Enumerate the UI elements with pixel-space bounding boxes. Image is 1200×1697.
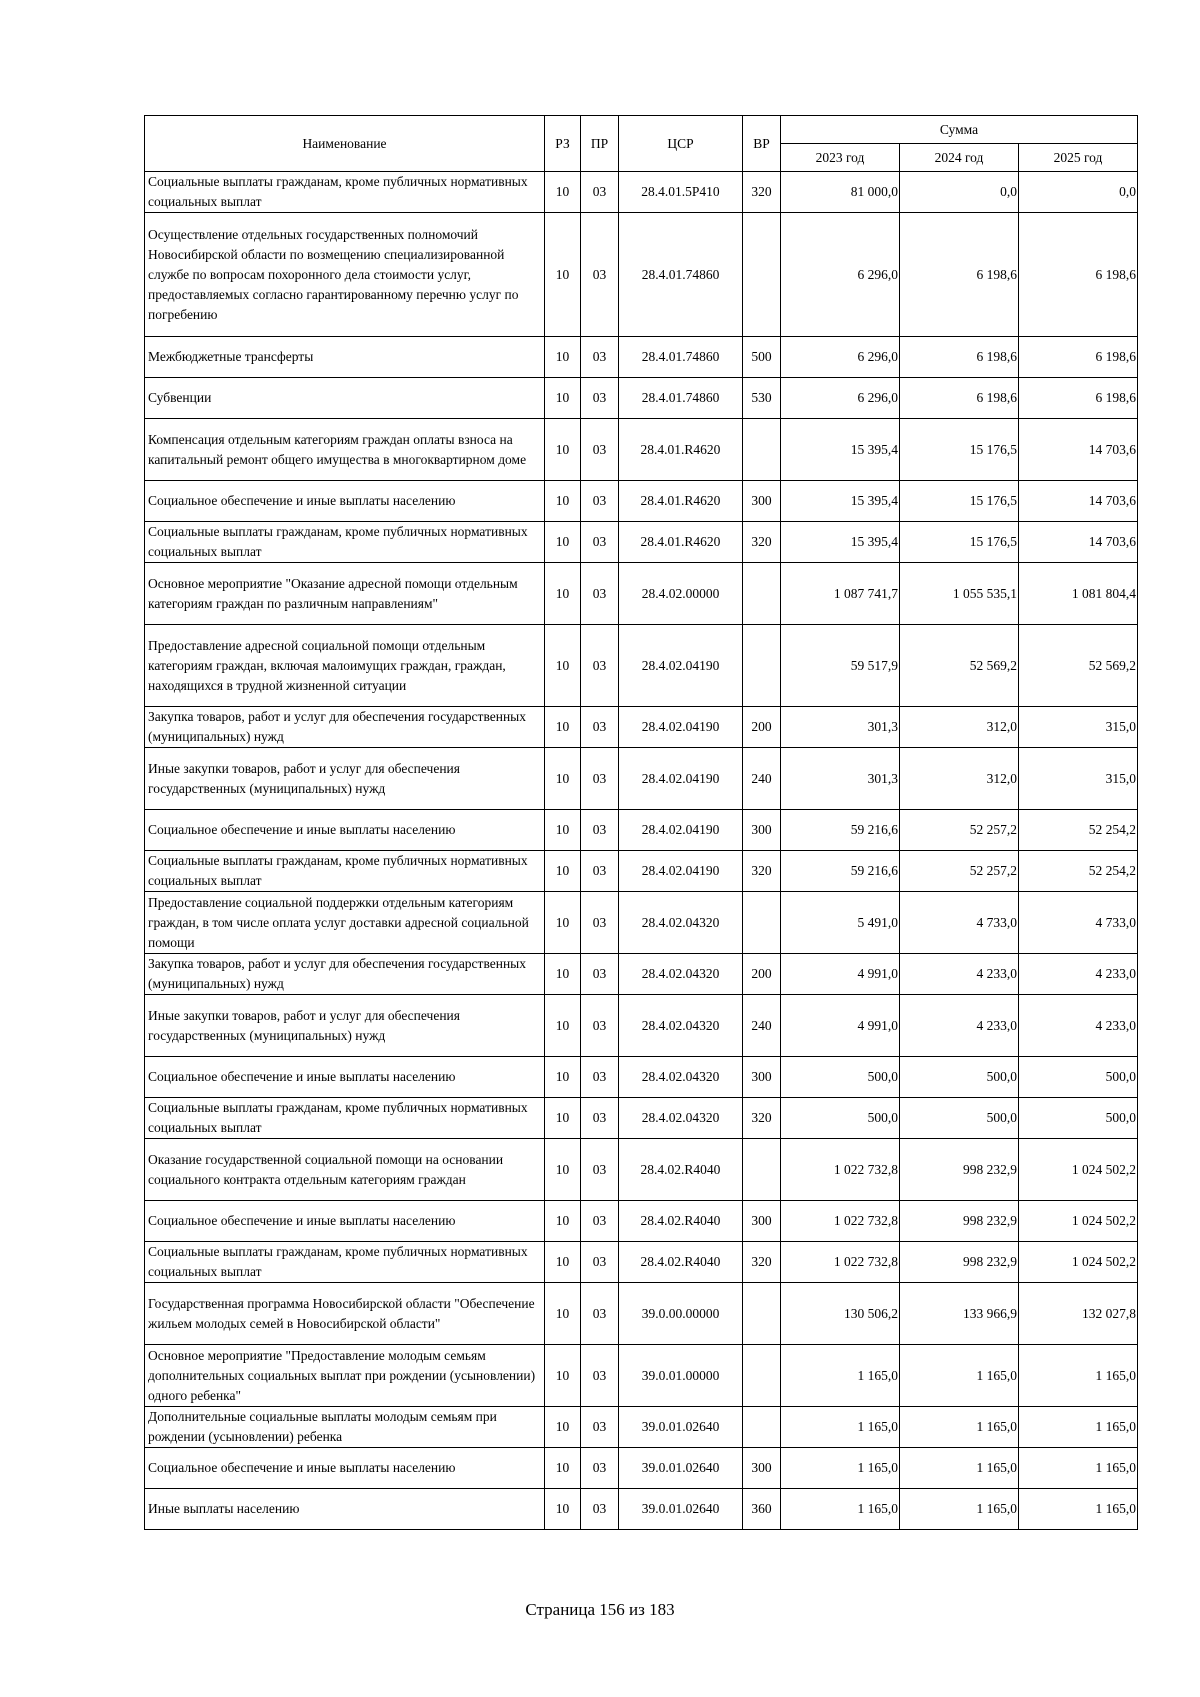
cell-csr: 28.4.02.04190 [619, 625, 743, 707]
cell-2023: 6 296,0 [781, 337, 900, 378]
cell-2025: 500,0 [1019, 1098, 1138, 1139]
cell-2023: 5 491,0 [781, 892, 900, 954]
header-name: Наименование [145, 116, 545, 172]
cell-csr: 28.4.02.00000 [619, 563, 743, 625]
table-row [145, 1345, 1138, 1407]
cell-2024: 998 232,9 [900, 1139, 1019, 1201]
cell-2025: 4 233,0 [1019, 995, 1138, 1057]
cell-vr [743, 625, 781, 707]
cell-csr: 28.4.02.04320 [619, 954, 743, 995]
cell-pr: 03 [581, 1345, 619, 1407]
cell-rz: 10 [545, 995, 581, 1057]
cell-csr: 28.4.02.R4040 [619, 1201, 743, 1242]
header-csr: ЦСР [619, 116, 743, 172]
cell-vr: 300 [743, 1057, 781, 1098]
header-rz: РЗ [545, 116, 581, 172]
cell-vr: 240 [743, 995, 781, 1057]
cell-name: Социальное обеспечение и иные выплаты населению [145, 481, 545, 522]
cell-2024: 15 176,5 [900, 419, 1019, 481]
cell-rz: 10 [545, 892, 581, 954]
cell-2023: 1 022 732,8 [781, 1201, 900, 1242]
cell-2023: 1 165,0 [781, 1345, 900, 1407]
cell-name: Социальное обеспечение и иные выплаты населению [145, 1201, 545, 1242]
cell-name: Социальные выплаты гражданам, кроме публичных нормативных социальных выплат [145, 1098, 545, 1139]
cell-name: Социальные выплаты гражданам, кроме публичных нормативных социальных выплат [145, 851, 545, 892]
cell-vr: 300 [743, 1201, 781, 1242]
cell-name: Основное мероприятие "Предоставление молодым семьям дополнительных социальных выплат при рождении (усыновлении) одного ребенка" [145, 1345, 545, 1407]
cell-2024: 500,0 [900, 1057, 1019, 1098]
cell-pr: 03 [581, 707, 619, 748]
cell-2025: 1 081 804,4 [1019, 563, 1138, 625]
cell-vr: 300 [743, 1448, 781, 1489]
cell-2023: 500,0 [781, 1057, 900, 1098]
cell-vr [743, 1345, 781, 1407]
cell-csr: 28.4.02.04320 [619, 995, 743, 1057]
cell-2024: 6 198,6 [900, 337, 1019, 378]
table-body [145, 172, 1138, 1530]
cell-name: Предоставление адресной социальной помощи отдельным категориям граждан, включая малоимущих граждан, граждан, находящихся в трудной жизненной ситуации [145, 625, 545, 707]
cell-csr: 28.4.02.R4040 [619, 1242, 743, 1283]
cell-pr: 03 [581, 1407, 619, 1448]
cell-rz: 10 [545, 172, 581, 213]
cell-name: Иные закупки товаров, работ и услуг для обеспечения государственных (муниципальных) нужд [145, 995, 545, 1057]
cell-vr: 320 [743, 172, 781, 213]
cell-name: Социальные выплаты гражданам, кроме публичных нормативных социальных выплат [145, 172, 545, 213]
cell-csr: 28.4.02.04190 [619, 810, 743, 851]
cell-vr: 360 [743, 1489, 781, 1530]
cell-pr: 03 [581, 1139, 619, 1201]
cell-csr: 39.0.00.00000 [619, 1283, 743, 1345]
cell-2025: 52 569,2 [1019, 625, 1138, 707]
cell-2023: 6 296,0 [781, 378, 900, 419]
cell-2025: 4 233,0 [1019, 954, 1138, 995]
cell-csr: 28.4.02.04190 [619, 707, 743, 748]
header-pr: ПР [581, 116, 619, 172]
cell-pr: 03 [581, 954, 619, 995]
cell-rz: 10 [545, 378, 581, 419]
cell-2024: 15 176,5 [900, 481, 1019, 522]
cell-2025: 14 703,6 [1019, 522, 1138, 563]
cell-2025: 315,0 [1019, 707, 1138, 748]
cell-2023: 1 087 741,7 [781, 563, 900, 625]
header-year-2023: 2023 год [781, 144, 900, 172]
cell-vr: 320 [743, 851, 781, 892]
cell-2023: 59 216,6 [781, 851, 900, 892]
cell-name: Межбюджетные трансферты [145, 337, 545, 378]
table-row [145, 1448, 1138, 1489]
cell-2023: 1 165,0 [781, 1407, 900, 1448]
cell-2025: 6 198,6 [1019, 337, 1138, 378]
cell-2024: 1 165,0 [900, 1345, 1019, 1407]
cell-rz: 10 [545, 1283, 581, 1345]
table-row [145, 1139, 1138, 1201]
cell-2023: 15 395,4 [781, 481, 900, 522]
table-row [145, 378, 1138, 419]
cell-csr: 28.4.02.04190 [619, 851, 743, 892]
cell-2025: 14 703,6 [1019, 481, 1138, 522]
cell-2025: 0,0 [1019, 172, 1138, 213]
cell-2025: 1 024 502,2 [1019, 1139, 1138, 1201]
cell-2024: 1 055 535,1 [900, 563, 1019, 625]
cell-vr: 500 [743, 337, 781, 378]
cell-2024: 4 733,0 [900, 892, 1019, 954]
cell-name: Дополнительные социальные выплаты молодым семьям при рождении (усыновлении) ребенка [145, 1407, 545, 1448]
cell-name: Социальное обеспечение и иные выплаты населению [145, 1448, 545, 1489]
cell-vr [743, 1407, 781, 1448]
cell-vr: 200 [743, 954, 781, 995]
cell-pr: 03 [581, 1242, 619, 1283]
table-row [145, 810, 1138, 851]
table-row [145, 1407, 1138, 1448]
cell-csr: 28.4.01.R4620 [619, 419, 743, 481]
cell-rz: 10 [545, 1098, 581, 1139]
cell-csr: 39.0.01.02640 [619, 1448, 743, 1489]
cell-2023: 6 296,0 [781, 213, 900, 337]
cell-2024: 52 569,2 [900, 625, 1019, 707]
page-number: Страница 156 из 183 [525, 1600, 675, 1619]
cell-pr: 03 [581, 481, 619, 522]
cell-pr: 03 [581, 172, 619, 213]
cell-2025: 4 733,0 [1019, 892, 1138, 954]
cell-pr: 03 [581, 1098, 619, 1139]
header-year-2025: 2025 год [1019, 144, 1138, 172]
cell-2024: 1 165,0 [900, 1448, 1019, 1489]
cell-csr: 28.4.02.04320 [619, 1098, 743, 1139]
cell-2025: 500,0 [1019, 1057, 1138, 1098]
cell-2025: 52 254,2 [1019, 810, 1138, 851]
cell-csr: 39.0.01.00000 [619, 1345, 743, 1407]
cell-pr: 03 [581, 1489, 619, 1530]
cell-vr [743, 419, 781, 481]
cell-name: Социальное обеспечение и иные выплаты населению [145, 810, 545, 851]
cell-pr: 03 [581, 213, 619, 337]
cell-2025: 6 198,6 [1019, 378, 1138, 419]
cell-vr [743, 213, 781, 337]
cell-rz: 10 [545, 851, 581, 892]
cell-rz: 10 [545, 1201, 581, 1242]
cell-rz: 10 [545, 1057, 581, 1098]
header-sum: Сумма [781, 116, 1138, 144]
cell-2025: 6 198,6 [1019, 213, 1138, 337]
table-row [145, 1489, 1138, 1530]
cell-2023: 301,3 [781, 748, 900, 810]
cell-2024: 6 198,6 [900, 378, 1019, 419]
cell-2024: 52 257,2 [900, 810, 1019, 851]
table-row [145, 995, 1138, 1057]
cell-2024: 998 232,9 [900, 1201, 1019, 1242]
cell-pr: 03 [581, 995, 619, 1057]
cell-2023: 1 165,0 [781, 1448, 900, 1489]
table-row [145, 481, 1138, 522]
cell-2025: 1 165,0 [1019, 1345, 1138, 1407]
cell-2025: 1 165,0 [1019, 1448, 1138, 1489]
cell-2023: 59 517,9 [781, 625, 900, 707]
cell-rz: 10 [545, 337, 581, 378]
cell-2024: 312,0 [900, 707, 1019, 748]
cell-vr: 320 [743, 522, 781, 563]
cell-rz: 10 [545, 563, 581, 625]
cell-2023: 1 022 732,8 [781, 1242, 900, 1283]
cell-2024: 4 233,0 [900, 954, 1019, 995]
cell-2023: 130 506,2 [781, 1283, 900, 1345]
cell-name: Социальные выплаты гражданам, кроме публичных нормативных социальных выплат [145, 1242, 545, 1283]
cell-2025: 52 254,2 [1019, 851, 1138, 892]
cell-2024: 6 198,6 [900, 213, 1019, 337]
cell-csr: 39.0.01.02640 [619, 1489, 743, 1530]
cell-rz: 10 [545, 707, 581, 748]
cell-csr: 28.4.02.R4040 [619, 1139, 743, 1201]
cell-2025: 1 024 502,2 [1019, 1242, 1138, 1283]
budget-table [144, 115, 1138, 1530]
cell-vr: 300 [743, 481, 781, 522]
cell-2024: 4 233,0 [900, 995, 1019, 1057]
cell-rz: 10 [545, 481, 581, 522]
cell-vr: 200 [743, 707, 781, 748]
header-year-2024: 2024 год [900, 144, 1019, 172]
cell-2024: 0,0 [900, 172, 1019, 213]
cell-name: Социальные выплаты гражданам, кроме публичных нормативных социальных выплат [145, 522, 545, 563]
cell-csr: 28.4.01.74860 [619, 337, 743, 378]
cell-csr: 28.4.01.74860 [619, 378, 743, 419]
cell-csr: 28.4.01.R4620 [619, 522, 743, 563]
table-row [145, 851, 1138, 892]
cell-vr: 530 [743, 378, 781, 419]
cell-name: Субвенции [145, 378, 545, 419]
cell-csr: 28.4.01.R4620 [619, 481, 743, 522]
cell-2023: 15 395,4 [781, 522, 900, 563]
cell-2023: 81 000,0 [781, 172, 900, 213]
table-row [145, 707, 1138, 748]
cell-pr: 03 [581, 810, 619, 851]
cell-name: Иные закупки товаров, работ и услуг для обеспечения государственных (муниципальных) нужд [145, 748, 545, 810]
cell-csr: 28.4.02.04320 [619, 1057, 743, 1098]
cell-pr: 03 [581, 378, 619, 419]
table-row [145, 419, 1138, 481]
cell-2024: 312,0 [900, 748, 1019, 810]
cell-2025: 315,0 [1019, 748, 1138, 810]
cell-name: Закупка товаров, работ и услуг для обеспечения государственных (муниципальных) нужд [145, 954, 545, 995]
cell-pr: 03 [581, 625, 619, 707]
table-row [145, 1057, 1138, 1098]
cell-vr: 320 [743, 1242, 781, 1283]
cell-vr: 320 [743, 1098, 781, 1139]
table-row [145, 1201, 1138, 1242]
cell-2025: 1 165,0 [1019, 1407, 1138, 1448]
cell-2023: 59 216,6 [781, 810, 900, 851]
cell-2024: 52 257,2 [900, 851, 1019, 892]
table-row [145, 748, 1138, 810]
cell-2025: 1 165,0 [1019, 1489, 1138, 1530]
cell-pr: 03 [581, 1283, 619, 1345]
table-row [145, 892, 1138, 954]
table-row [145, 563, 1138, 625]
cell-2024: 15 176,5 [900, 522, 1019, 563]
cell-name: Закупка товаров, работ и услуг для обеспечения государственных (муниципальных) нужд [145, 707, 545, 748]
cell-2024: 133 966,9 [900, 1283, 1019, 1345]
cell-pr: 03 [581, 522, 619, 563]
cell-rz: 10 [545, 1139, 581, 1201]
cell-2023: 15 395,4 [781, 419, 900, 481]
cell-rz: 10 [545, 213, 581, 337]
cell-rz: 10 [545, 1407, 581, 1448]
cell-2023: 500,0 [781, 1098, 900, 1139]
cell-csr: 28.4.01.74860 [619, 213, 743, 337]
cell-pr: 03 [581, 748, 619, 810]
cell-csr: 28.4.02.04320 [619, 892, 743, 954]
cell-2025: 1 024 502,2 [1019, 1201, 1138, 1242]
cell-rz: 10 [545, 810, 581, 851]
cell-2024: 1 165,0 [900, 1407, 1019, 1448]
table-row [145, 1242, 1138, 1283]
cell-name: Осуществление отдельных государственных полномочий Новосибирской области по возмещению специализированной службе по вопросам похоронного дела стоимости услуг, предоставляемых согласно гарантированному перечню услуг по погребению [145, 213, 545, 337]
cell-2023: 1 022 732,8 [781, 1139, 900, 1201]
cell-2023: 4 991,0 [781, 954, 900, 995]
cell-csr: 28.4.01.5Р410 [619, 172, 743, 213]
cell-vr [743, 1139, 781, 1201]
cell-2023: 301,3 [781, 707, 900, 748]
cell-2025: 132 027,8 [1019, 1283, 1138, 1345]
cell-vr [743, 892, 781, 954]
cell-rz: 10 [545, 748, 581, 810]
cell-pr: 03 [581, 419, 619, 481]
table-row [145, 337, 1138, 378]
cell-rz: 10 [545, 1489, 581, 1530]
table-row [145, 1098, 1138, 1139]
cell-2024: 998 232,9 [900, 1242, 1019, 1283]
cell-vr [743, 563, 781, 625]
cell-rz: 10 [545, 625, 581, 707]
cell-name: Основное мероприятие "Оказание адресной помощи отдельным категориям граждан по различным направлениям" [145, 563, 545, 625]
cell-pr: 03 [581, 892, 619, 954]
cell-name: Иные выплаты населению [145, 1489, 545, 1530]
cell-2024: 1 165,0 [900, 1489, 1019, 1530]
cell-csr: 28.4.02.04190 [619, 748, 743, 810]
cell-rz: 10 [545, 1345, 581, 1407]
cell-name: Предоставление социальной поддержки отдельным категориям граждан, в том числе оплата услуг доставки адресной социальной помощи [145, 892, 545, 954]
table-header [145, 116, 1138, 172]
cell-name: Государственная программа Новосибирской области "Обеспечение жильем молодых семей в Новосибирской области" [145, 1283, 545, 1345]
cell-2023: 4 991,0 [781, 995, 900, 1057]
cell-2024: 500,0 [900, 1098, 1019, 1139]
cell-2025: 14 703,6 [1019, 419, 1138, 481]
cell-rz: 10 [545, 954, 581, 995]
cell-pr: 03 [581, 1448, 619, 1489]
cell-rz: 10 [545, 522, 581, 563]
cell-csr: 39.0.01.02640 [619, 1407, 743, 1448]
table-row [145, 172, 1138, 213]
table-row [145, 954, 1138, 995]
cell-pr: 03 [581, 337, 619, 378]
cell-pr: 03 [581, 1201, 619, 1242]
cell-pr: 03 [581, 563, 619, 625]
cell-rz: 10 [545, 419, 581, 481]
table-row [145, 1283, 1138, 1345]
cell-name: Компенсация отдельным категориям граждан оплаты взноса на капитальный ремонт общего имущества в многоквартирном доме [145, 419, 545, 481]
cell-vr: 240 [743, 748, 781, 810]
table-row [145, 625, 1138, 707]
cell-name: Социальное обеспечение и иные выплаты населению [145, 1057, 545, 1098]
table-row [145, 522, 1138, 563]
cell-name: Оказание государственной социальной помощи на основании социального контракта отдельным категориям граждан [145, 1139, 545, 1201]
cell-pr: 03 [581, 851, 619, 892]
cell-rz: 10 [545, 1242, 581, 1283]
cell-vr [743, 1283, 781, 1345]
cell-2023: 1 165,0 [781, 1489, 900, 1530]
cell-pr: 03 [581, 1057, 619, 1098]
header-vr: ВР [743, 116, 781, 172]
cell-rz: 10 [545, 1448, 581, 1489]
cell-vr: 300 [743, 810, 781, 851]
table-row [145, 213, 1138, 337]
